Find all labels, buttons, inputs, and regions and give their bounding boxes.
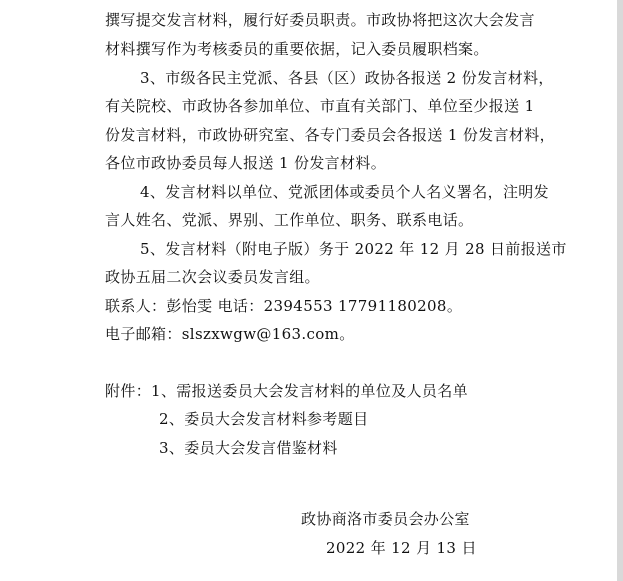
para3-line-2: 有关院校、市政协各参加单位、市直有关部门、单位至少报送 1 [105,97,535,115]
para4-line-1: 4、发言材料以单位、党派团体或委员个人名义署名，注明发 [140,183,549,201]
page-edge-shadow [617,0,623,581]
para3-line-1: 3、市级各民主党派、各县（区）政协各报送 2 份发言材料， [140,69,554,87]
contact-line: 联系人：彭怡雯 电话：2394553 17791180208。 [105,297,463,315]
signature-org: 政协商洛市委员会办公室 [301,510,470,528]
para3-line-4: 各位市政协委员每人报送 1 份发言材料。 [105,154,387,172]
para2-line-2: 材料撰写作为考核委员的重要依据，记入委员履职档案。 [105,40,489,58]
para3-line-3: 份发言材料，市政协研究室、各专门委员会各报送 1 份发言材料， [105,126,555,144]
para2-line-1: 撰写提交发言材料，履行好委员职责。市政协将把这次大会发言 [105,11,535,29]
para4-line-2: 言人姓名、党派、界别、工作单位、职务、联系电话。 [105,211,474,229]
email-line: 电子邮箱：slszxwgw@163.com。 [105,325,355,343]
attachment-item-3: 3、委员大会发言借鉴材料 [159,439,338,457]
attachment-label-line: 附件：1、需报送委员大会发言材料的单位及人员名单 [105,382,468,400]
para5-line-1: 5、发言材料（附电子版）务于 2022 年 12 月 28 日前报送市 [140,240,567,258]
signature-date: 2022 年 12 月 13 日 [326,539,477,557]
para5-line-2: 政协五届二次会议委员发言组。 [105,268,320,286]
attachment-item-2: 2、委员大会发言材料参考题目 [159,410,369,428]
